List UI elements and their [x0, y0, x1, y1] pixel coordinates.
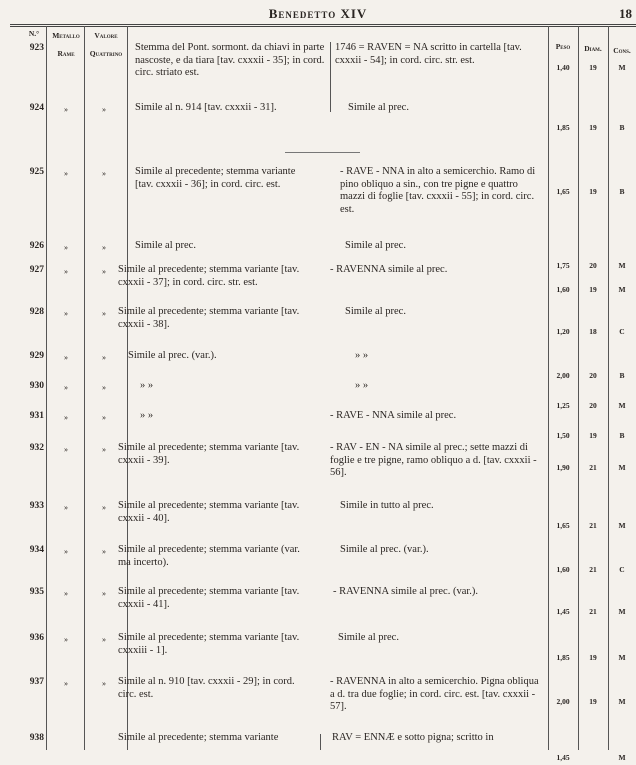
row-obverse: Simile al precedente; stemma variante [118, 732, 279, 743]
row-valore: » [102, 503, 106, 512]
header-valore-sub: Quattrino [89, 49, 123, 58]
column-rule [548, 26, 549, 750]
row-reverse: Simile al prec. [345, 240, 406, 251]
row-cons: B [619, 431, 625, 440]
row-cons: M [618, 653, 626, 662]
row-peso: 1,85 [556, 123, 570, 132]
row-reverse: - RAVENNA simile al prec. [330, 264, 448, 275]
row-peso: 1,60 [556, 285, 570, 294]
obverse-reverse-divider [320, 734, 321, 750]
row-obverse: Simile al precedente; stemma variante [tav. cxxxii - 39]. [118, 442, 300, 466]
row-number: 925 [29, 167, 44, 177]
row-valore: » [102, 243, 106, 252]
row-number: 928 [29, 307, 44, 317]
row-obverse: Simile al prec. [135, 240, 196, 251]
row-valore: » [102, 413, 106, 422]
row-peso: 1,45 [556, 753, 570, 762]
row-number: 924 [29, 103, 44, 113]
row-diam: 19 [589, 63, 597, 72]
row-diam: 21 [589, 463, 597, 472]
row-cons: M [618, 63, 626, 72]
row-diam: 21 [589, 565, 597, 574]
row-obverse: Simile al precedente; stemma variante (var. ma incerto). [118, 544, 300, 568]
row-obverse: Stemma del Pont. sormont. da chiavi in parte nascoste, e da tiara [tav. cxxxii - 35]; in cord. circ. striato est. [135, 42, 325, 78]
row-obverse: Simile al precedente; stemma variante [tav. cxxxii - 38]. [118, 306, 300, 330]
row-reverse: - RAVENNA in alto a semicerchio. Pigna obliqua a d. tra due foglie; in cord. circ. est. [tav. cxxxii - 57]. [330, 676, 539, 712]
row-valore: » [102, 445, 106, 454]
row-metallo: » [64, 679, 68, 688]
row-number: 929 [29, 351, 44, 361]
row-peso: 1,60 [556, 565, 570, 574]
row-metallo: » [64, 243, 68, 252]
row-cons: B [619, 187, 625, 196]
row-metallo: » [64, 635, 68, 644]
row-diam: 20 [589, 371, 597, 380]
row-reverse: Simile al prec. [348, 102, 409, 113]
row-peso: 1,90 [556, 463, 570, 472]
row-number: 927 [29, 265, 44, 275]
header-metallo-sub: Rame [57, 49, 75, 58]
header-rule-top-2 [10, 26, 636, 27]
row-reverse: RAV = ENNÆ e sotto pigna; scritto in [332, 732, 494, 743]
row-valore: » [102, 353, 106, 362]
column-rule [608, 26, 609, 750]
row-peso: 1,20 [556, 327, 570, 336]
row-number: 932 [29, 443, 44, 453]
row-reverse: Simile al prec. (var.). [340, 544, 429, 555]
row-reverse: - RAVENNA simile al prec. (var.). [333, 586, 479, 597]
row-number: 931 [29, 411, 44, 421]
row-peso: 2,00 [556, 371, 570, 380]
row-metallo: » [64, 105, 68, 114]
row-reverse: Simile al prec. [345, 306, 406, 317]
header-valore: Valore [94, 31, 118, 40]
row-cons: M [618, 607, 626, 616]
row-metallo: » [64, 383, 68, 392]
row-diam: 21 [589, 607, 597, 616]
row-peso: 1,25 [556, 401, 570, 410]
row-metallo: » [64, 169, 68, 178]
row-cons: C [619, 565, 625, 574]
row-reverse: - RAVE - NNA in alto a semicerchio. Ramo di pino obliquo a sin., con tre pigne e quattro mazzi di foglie [tav. cxxxii - 55]; in cord. circ. est. [340, 166, 536, 215]
row-reverse: 1746 = RAVEN = NA scritto in cartella [tav. cxxxii - 54]; in cord. circ. str. est. [335, 42, 522, 66]
header-diam: Diam. [584, 44, 602, 53]
header-cons: Cons. [613, 46, 631, 55]
row-cons: M [618, 285, 626, 294]
row-diam: 19 [589, 123, 597, 132]
row-number: 923 [29, 43, 44, 53]
row-cons: M [618, 753, 626, 762]
row-diam: 19 [589, 653, 597, 662]
row-number: 938 [29, 733, 44, 743]
row-reverse: » » [355, 350, 369, 361]
row-diam: 20 [589, 261, 597, 270]
header-number: N.° [28, 29, 40, 38]
row-obverse: Simile al precedente; stemma variante [tav. cxxxii - 37]; in cord. circ. str. est. [118, 264, 300, 288]
row-cons: M [618, 697, 626, 706]
row-peso: 2,00 [556, 697, 570, 706]
row-reverse: - RAV - EN - NA simile al prec.; sette mazzi di foglie e tre pigne, ramo obliquo a d. [tav. cxxxii - 56]. [330, 442, 537, 478]
header-metallo: Metallo [52, 31, 80, 40]
row-valore: » [102, 589, 106, 598]
row-cons: M [618, 261, 626, 270]
column-rule [46, 26, 47, 750]
header-peso: Peso [555, 42, 571, 51]
row-metallo: » [64, 547, 68, 556]
row-reverse: Simile al prec. [338, 632, 399, 643]
row-valore: » [102, 105, 106, 114]
row-reverse: Simile in tutto al prec. [340, 500, 434, 511]
row-diam: 19 [589, 431, 597, 440]
row-number: 935 [29, 587, 44, 597]
row-cons: B [619, 371, 625, 380]
row-valore: » [102, 635, 106, 644]
row-obverse: Simile al n. 910 [tav. cxxxii - 29]; in cord. circ. est. [118, 676, 295, 700]
row-obverse: Simile al precedente; stemma variante [tav. cxxxii - 41]. [118, 586, 300, 610]
row-number: 937 [29, 677, 44, 687]
row-number: 926 [29, 241, 44, 251]
row-obverse: Simile al n. 914 [tav. cxxxii - 31]. [135, 102, 277, 113]
row-peso: 1,50 [556, 431, 570, 440]
page-number: 18 [619, 6, 632, 21]
row-number: 936 [29, 633, 44, 643]
row-valore: » [102, 169, 106, 178]
row-number: 930 [29, 381, 44, 391]
row-metallo: » [64, 589, 68, 598]
row-valore: » [102, 309, 106, 318]
column-rule [578, 26, 579, 750]
row-diam: 21 [589, 521, 597, 530]
row-obverse: » » [140, 410, 154, 421]
row-peso: 1,65 [556, 521, 570, 530]
row-peso: 1,75 [556, 261, 570, 270]
row-obverse: Simile al prec. (var.). [128, 350, 217, 361]
row-valore: » [102, 679, 106, 688]
row-metallo: » [64, 267, 68, 276]
row-diam: 20 [589, 401, 597, 410]
page-title: Benedetto XIV [268, 6, 368, 21]
row-metallo: » [64, 413, 68, 422]
row-diam: 19 [589, 187, 597, 196]
column-rule [84, 26, 85, 750]
row-obverse: Simile al precedente; stemma variante [tav. cxxxiii - 1]. [118, 632, 300, 656]
row-metallo: » [64, 309, 68, 318]
row-diam: 18 [589, 327, 597, 336]
row-obverse: Simile al precedente; stemma variante [tav. cxxxii - 36]; in cord. circ. est. [135, 166, 296, 190]
row-cons: M [618, 521, 626, 530]
row-peso: 1,45 [556, 607, 570, 616]
section-separator [285, 152, 360, 153]
row-peso: 1,65 [556, 187, 570, 196]
row-cons: C [619, 327, 625, 336]
row-metallo: » [64, 503, 68, 512]
row-obverse: » » [140, 380, 154, 391]
row-cons: B [619, 123, 625, 132]
row-number: 934 [29, 545, 44, 555]
row-diam: 19 [589, 285, 597, 294]
row-peso: 1,40 [556, 63, 570, 72]
row-obverse: Simile al precedente; stemma variante [tav. cxxxii - 40]. [118, 500, 300, 524]
row-number: 933 [29, 501, 44, 511]
row-valore: » [102, 383, 106, 392]
row-cons: M [618, 401, 626, 410]
row-peso: 1,85 [556, 653, 570, 662]
row-metallo: » [64, 353, 68, 362]
row-valore: » [102, 547, 106, 556]
row-valore: » [102, 267, 106, 276]
row-diam: 19 [589, 697, 597, 706]
row-reverse: - RAVE - NNA simile al prec. [330, 410, 457, 421]
row-cons: M [618, 463, 626, 472]
row-metallo: » [64, 445, 68, 454]
row-reverse: » » [355, 380, 369, 391]
